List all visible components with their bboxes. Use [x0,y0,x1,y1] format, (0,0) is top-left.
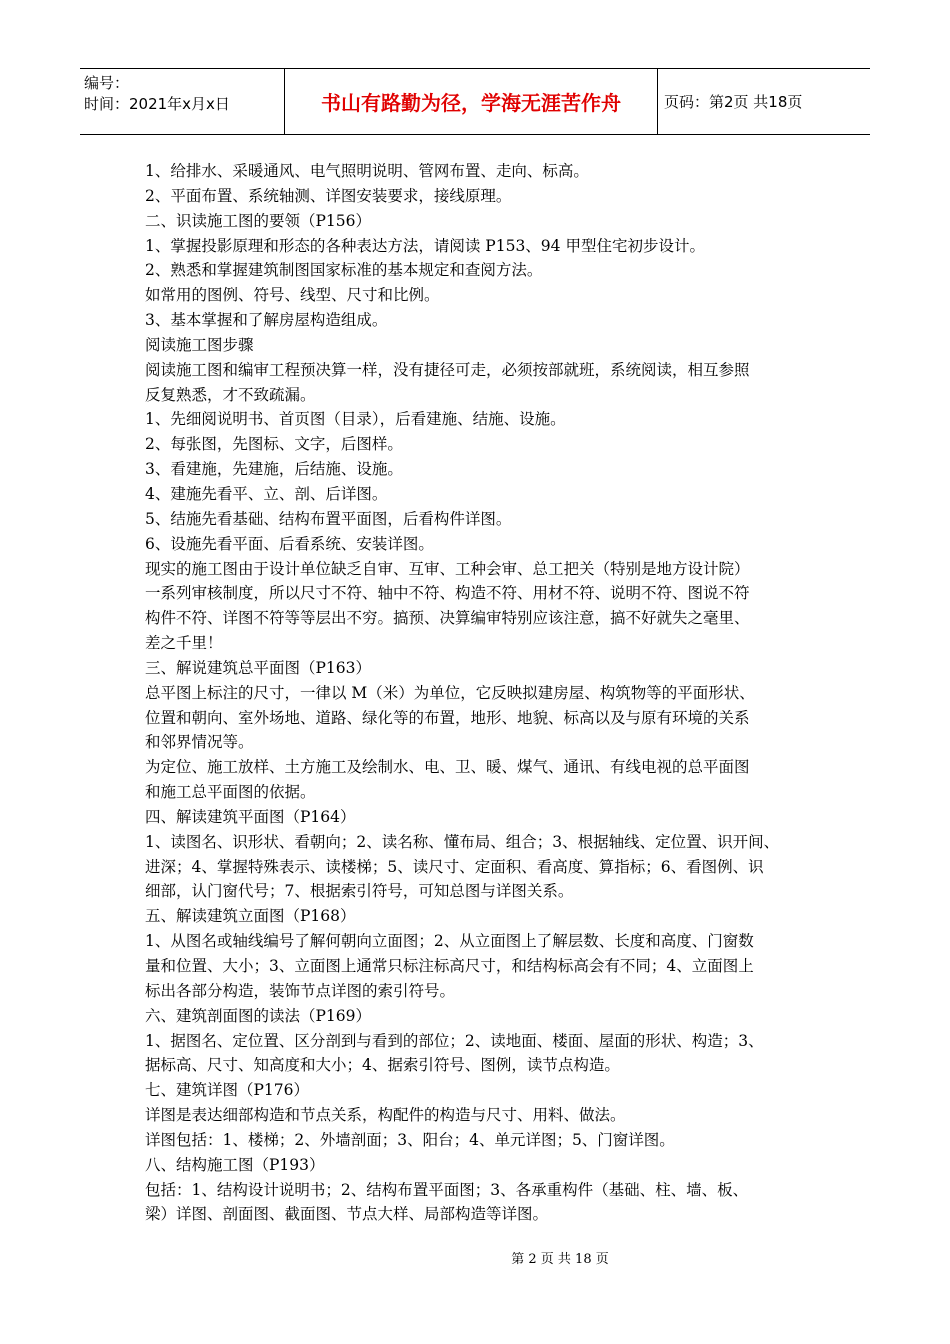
body-line: 6、设施先看平面、后看系统、安装详图。 [145,534,434,553]
body-line: 详图包括：1、楼梯；2、外墙剖面；3、阳台；4、单元详图；5、门窗详图。 [145,1130,675,1149]
body-line: 位置和朝向、室外场地、道路、绿化等的布置，地形、地貌、标高以及与原有环境的关系 [145,708,750,727]
document-number-label: 编号： [84,74,130,92]
body-line: 2、熟悉和掌握建筑制图国家标准的基本规定和查阅方法。 [145,261,543,280]
header-page-info: 页码：第2页 共18页 [664,93,803,111]
page-footer: 第 2 页 共 18 页 [511,1252,609,1267]
header-meta [80,69,284,134]
body-line: 2、平面布置、系统轴测、详图安装要求，接线原理。 [145,186,512,205]
body-line: 构件不符、详图不符等等层出不穷。搞预、决算编审特别应该注意，搞不好就失之毫里、 [145,609,750,628]
body-line: 阅读施工图和编审工程预决算一样，没有捷径可走，必须按部就班，系统阅读，相互参照 [145,360,750,379]
document-date: 时间：2021年x月x日 [84,95,230,113]
body-line: 六、建筑剖面图的读法（P169） [145,1006,372,1025]
page-header [80,68,870,135]
body-line: 如常用的图例、符号、线型、尺寸和比例。 [145,286,440,305]
body-line: 1、读图名、识形状、看朝向；2、读名称、懂布局、组合；3、根据轴线、定位置、识开间、 [145,832,780,851]
body-line: 为定位、施工放样、土方施工及绘制水、电、卫、暖、煤气、通讯、有线电视的总平面图 [145,758,750,777]
body-line: 1、先细阅说明书、首页图（目录），后看建施、结施、设施。 [145,410,566,429]
body-line: 3、看建施，先建施，后结施、设施。 [145,460,403,479]
body-line: 阅读施工图步骤 [145,335,254,354]
body-line: 五、解读建筑立面图（P168） [145,907,356,926]
body-line: 和施工总平面图的依据。 [145,783,316,802]
body-line: 1、给排水、采暖通风、电气照明说明、管网布置、走向、标高。 [145,162,589,180]
body-line: 包括：1、结构设计说明书；2、结构布置平面图；3、各承重构件（基础、柱、墙、板、 [145,1180,749,1199]
document-body [145,159,813,1227]
body-line: 进深；4、掌握特殊表示、读楼梯；5、读尺寸、定面积、看高度、算指标；6、看图例、识 [145,857,764,876]
body-line: 四、解读建筑平面图（P164） [145,807,356,826]
body-line: 1、据图名、定位置、区分剖到与看到的部位；2、读地面、楼面、屋面的形状、构造；3、 [145,1031,764,1050]
body-line: 5、结施先看基础、结构布置平面图，后看构件详图。 [145,509,512,528]
body-line: 三、解说建筑总平面图（P163） [145,658,372,677]
body-line: 差之千里！ [145,634,223,653]
body-line: 详图是表达细部构造和节点关系，构配件的构造与尺寸、用料、做法。 [145,1106,626,1125]
body-line: 细部，认门窗代号；7、根据索引符号，可知总图与详图关系。 [145,882,574,901]
body-line: 总平图上标注的尺寸，一律以 M（米）为单位，它反映拟建房屋、构筑物等的平面形状、 [145,683,755,702]
body-line: 反复熟悉，才不致疏漏。 [145,385,316,404]
body-line: 标出各部分构造，装饰节点详图的索引符号。 [145,981,456,1000]
body-line: 2、每张图，先图标、文字，后图样。 [145,435,403,454]
header-motto: 书山有路勤为径，学海无涯苦作舟 [284,69,658,134]
body-line: 和邻界情况等。 [145,733,254,752]
body-line: 据标高、尺寸、知高度和大小；4、据索引符号、图例，读节点构造。 [145,1056,620,1075]
body-line: 一系列审核制度，所以尺寸不符、轴中不符、构造不符、用材不符、说明不符、图说不符 [145,584,750,603]
body-line: 八、结构施工图（P193） [145,1155,325,1174]
body-line: 4、建施先看平、立、剖、后详图。 [145,484,388,503]
body-line: 七、建筑详图（P176） [145,1081,310,1100]
body-line: 1、掌握投影原理和形态的各种表达方法，请阅读 P153、94 甲型住宅初步设计。 [145,236,705,255]
body-line: 梁）详图、剖面图、截面图、节点大样、局部构造等详图。 [145,1205,549,1224]
body-line: 1、从图名或轴线编号了解何朝向立面图；2、从立面图上了解层数、长度和高度、门窗数 [145,932,754,951]
body-line: 量和位置、大小；3、立面图上通常只标注标高尺寸，和结构标高会有不同；4、立面图上 [145,957,754,975]
body-line: 现实的施工图由于设计单位缺乏自审、互审、工种会审、总工把关（特别是地方设计院） [145,559,750,578]
body-line: 二、识读施工图的要领（P156） [145,211,372,230]
body-line: 3、基本掌握和了解房屋构造组成。 [145,311,388,330]
